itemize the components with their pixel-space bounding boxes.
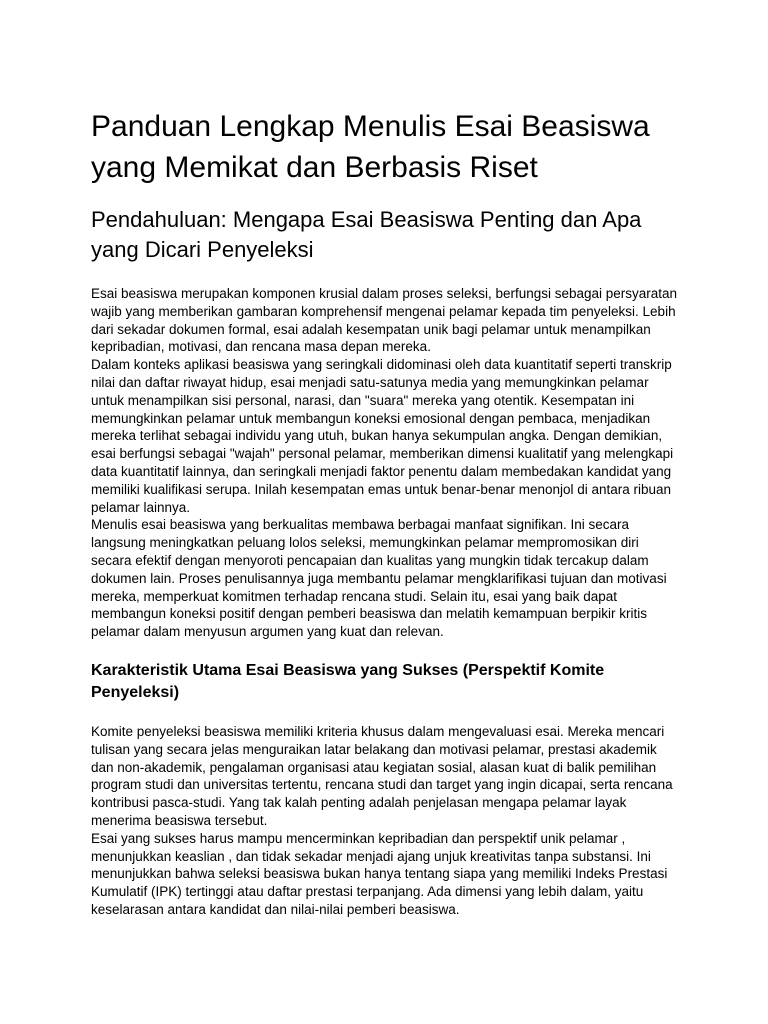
document-title: Panduan Lengkap Menulis Esai Beasiswa yang Memikat dan Berbasis Riset xyxy=(91,110,650,184)
section-heading-introduction: Pendahuluan: Mengapa Esai Beasiswa Penting dan Apa yang Dicari Penyeleksi xyxy=(91,207,642,262)
section-body-introduction xyxy=(91,285,691,641)
section-body-characteristics xyxy=(91,723,691,919)
document-page xyxy=(91,106,691,919)
paragraph: Menulis esai beasiswa yang berkualitas membawa berbagai manfaat signifikan. Ini secara langsung meningkatkan peluang lolos seleksi, memungkinkan pelamar mempromosikan diri secara efektif dengan menyoroti pencapaian dan kualitas yang mungkin tidak tercakup dalam dokumen lain. Proses penulisannya juga membantu pelamar mengklarifikasi tujuan dan motivasi mereka, memperkuat komitmen terhadap rencana studi. Selain itu, esai yang baik dapat membangun koneksi positif dengan pemberi beasiswa dan melatih kemampuan berpikir kritis pelamar dalam menyusun argumen yang kuat dan relevan. xyxy=(91,517,667,640)
paragraph: Esai yang sukses harus mampu mencerminkan kepribadian dan perspektif unik pelamar , menunjukkan keaslian , dan tidak sekadar menjadi ajang unjuk kreativitas tanpa substansi. Ini menunjukkan bahwa seleksi beasiswa bukan hanya tentang siapa yang memiliki Indeks Prestasi Kumulatif (IPK) tertinggi atau daftar prestasi terpanjang. Ada dimensi yang lebih dalam, yaitu keselarasan antara kandidat dan nilai-nilai pemberi beasiswa. xyxy=(91,830,668,917)
paragraph: Dalam konteks aplikasi beasiswa yang seringkali didominasi oleh data kuantitatif seperti transkrip nilai dan daftar riwayat hidup, esai menjadi satu-satunya media yang memungkinkan pelamar untuk menampilkan sisi personal, narasi, dan "suara" mereka yang otentik. Kesempatan ini memungkinkan pelamar untuk membangun koneksi emosional dengan pembaca, menjadikan mereka terlihat sebagai individu yang utuh, bukan hanya sekumpulan angka. Dengan demikian, esai berfungsi sebagai "wajah" personal pelamar, memberikan dimensi kualitatif yang melengkapi data kuantitatif lainnya, dan seringkali menjadi faktor penentu dalam membedakan kandidat yang memiliki kualifikasi serupa. Inilah kesempatan emas untuk benar-benar menonjol di antara ribuan pelamar lainnya. xyxy=(91,357,674,515)
paragraph: Esai beasiswa merupakan komponen krusial dalam proses seleksi, berfungsi sebagai persyaratan wajib yang memberikan gambaran komprehensif mengenai pelamar kepada tim penyeleksi. Lebih dari sekadar dokumen formal, esai adalah kesempatan unik bagi pelamar untuk menampilkan kepribadian, motivasi, dan rencana masa depan mereka. xyxy=(91,286,678,355)
paragraph: Komite penyeleksi beasiswa memiliki kriteria khusus dalam mengevaluasi esai. Mereka mencari tulisan yang secara jelas menguraikan latar belakang dan motivasi pelamar, prestasi akademik dan non-akademik, pengalaman organisasi atau kegiatan sosial, alasan kuat di balik pemilihan program studi dan universitas tertentu, rencana studi dan target yang ingin dicapai, serta rencana kontribusi pasca-studi. Yang tak kalah penting adalah penjelasan mengapa pelamar layak menerima beasiswa tersebut. xyxy=(91,723,673,828)
section-heading-characteristics: Karakteristik Utama Esai Beasiswa yang Sukses (Perspektif Komite Penyeleksi) xyxy=(91,661,605,701)
